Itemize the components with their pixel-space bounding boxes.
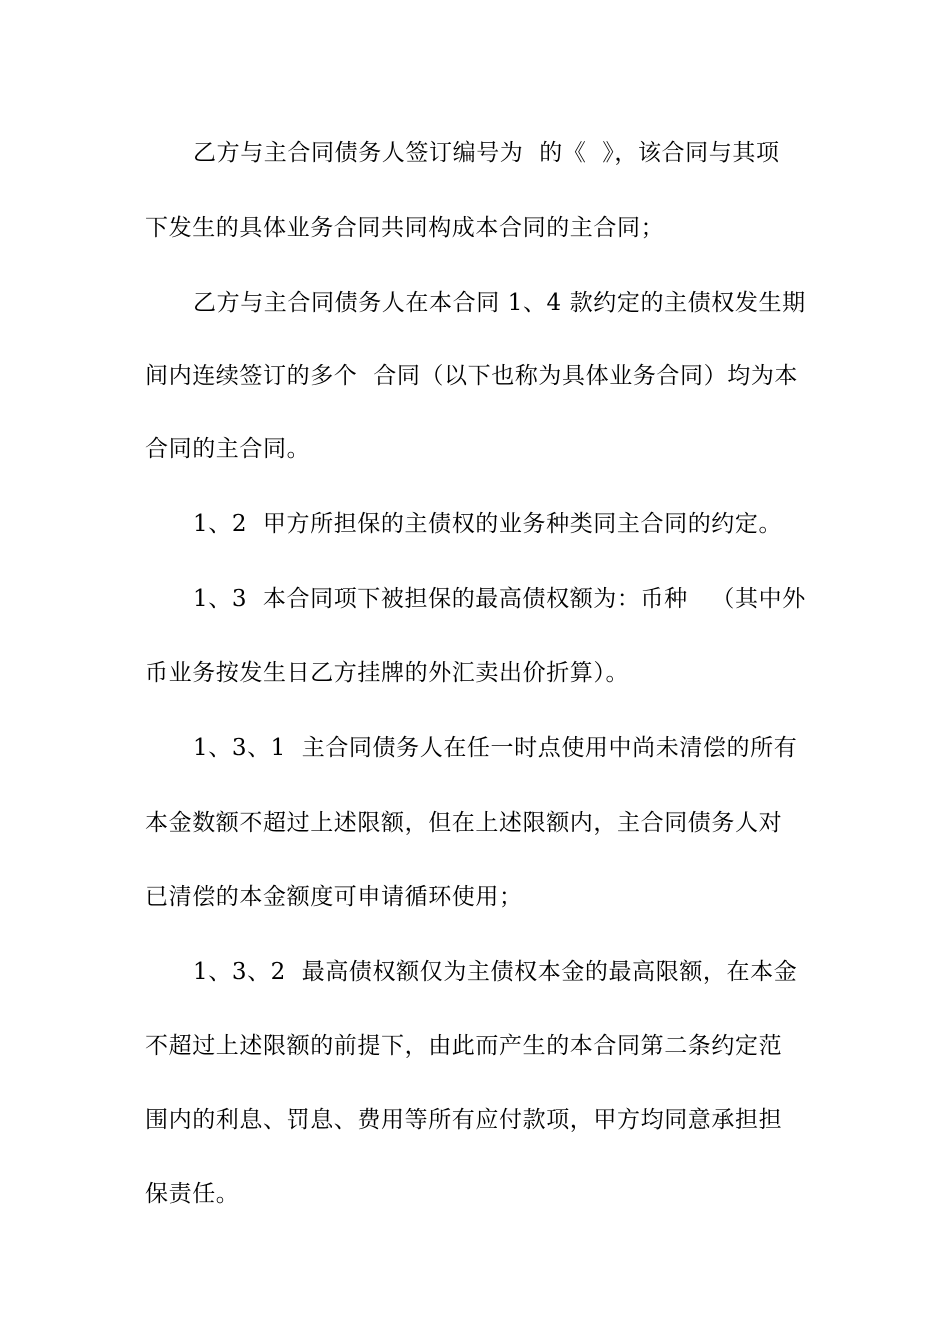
paragraph-line: 合同的主合同。 xyxy=(145,436,311,462)
clause-1-2: 1、2 甲方所担保的主债权的业务种类同主合同的约定。 xyxy=(193,511,783,537)
clause-1-3-1: 1、3、1 主合同债务人在任一时点使用中尚未清偿的所有 xyxy=(193,735,798,761)
paragraph-line: 本金数额不超过上述限额，但在上述限额内，主合同债务人对 xyxy=(145,810,783,836)
paragraph-line: 围内的利息、罚息、费用等所有应付款项，甲方均同意承担担 xyxy=(145,1107,783,1133)
paragraph-line: 乙方与主合同债务人在本合同 1、4 款约定的主债权发生期 xyxy=(193,290,806,316)
clause-1-3-2: 1、3、2 最高债权额仅为主债权本金的最高限额，在本金 xyxy=(193,959,798,985)
paragraph-line: 下发生的具体业务合同共同构成本合同的主合同； xyxy=(145,215,665,241)
paragraph-line: 已清偿的本金额度可申请循环使用； xyxy=(145,884,523,910)
paragraph-line: 间内连续签订的多个 合同（以下也称为具体业务合同）均为本 xyxy=(145,363,799,389)
paragraph-line: 保责任。 xyxy=(145,1181,240,1207)
clause-1-3: 1、3 本合同项下被担保的最高债权额为：币种 （其中外 xyxy=(193,586,806,612)
paragraph-line: 币业务按发生日乙方挂牌的外汇卖出价折算）。 xyxy=(145,660,630,686)
paragraph-line: 乙方与主合同债务人签订编号为 的《 》，该合同与其项 xyxy=(193,140,780,166)
paragraph-line: 不超过上述限额的前提下，由此而产生的本合同第二条约定范 xyxy=(145,1033,783,1059)
